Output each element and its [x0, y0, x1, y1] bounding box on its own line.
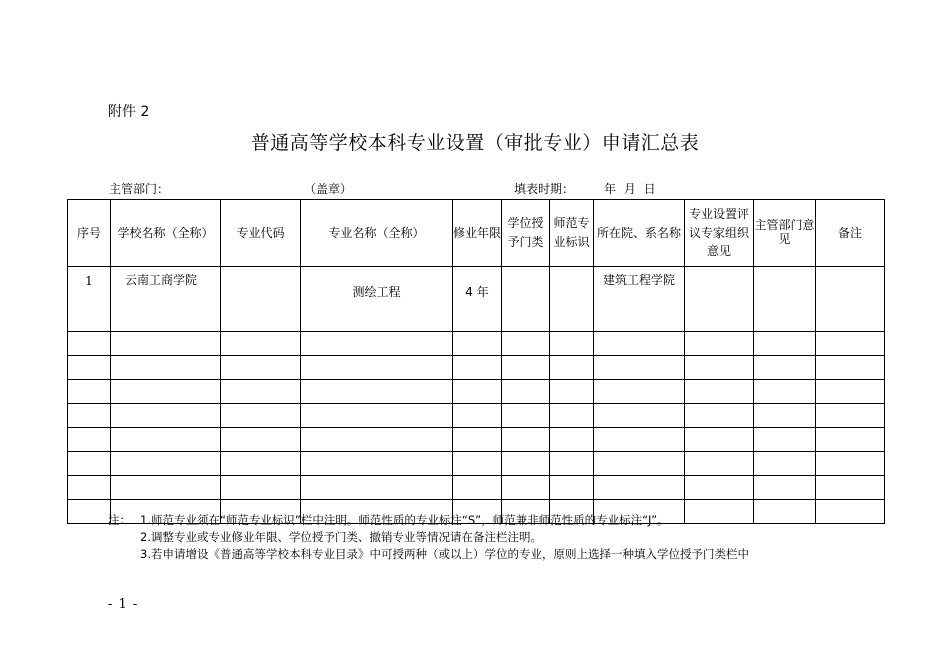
table-cell-empty — [754, 332, 816, 356]
table-cell-empty — [594, 356, 685, 380]
table-cell-empty — [301, 332, 453, 356]
table-cell-empty — [111, 452, 221, 476]
cell-normal-mark — [550, 267, 594, 332]
table-cell-empty — [111, 332, 221, 356]
cell-school-name: 云南工商学院 — [111, 267, 221, 332]
cell-department-opinion — [754, 267, 816, 332]
cell-expert-opinion — [685, 267, 754, 332]
table-cell-empty — [685, 356, 754, 380]
table-cell-empty — [111, 356, 221, 380]
header-degree-category: 学位授予门类 — [502, 200, 550, 267]
table-cell-empty — [550, 332, 594, 356]
table-cell-empty — [453, 428, 502, 452]
table-row-empty — [68, 404, 885, 428]
header-study-years: 修业年限 — [453, 200, 502, 267]
header-major-code: 专业代码 — [221, 200, 301, 267]
table-cell-empty — [301, 380, 453, 404]
header-seq: 序号 — [68, 200, 111, 267]
table-cell-empty — [453, 356, 502, 380]
table-cell-empty — [550, 380, 594, 404]
table-cell-empty — [68, 500, 111, 524]
table-cell-empty — [221, 476, 301, 500]
table-cell-empty — [68, 404, 111, 428]
table-cell-empty — [453, 404, 502, 428]
table-cell-empty — [816, 476, 885, 500]
header-department-opinion: 主管部门意见 — [754, 200, 816, 267]
table-cell-empty — [594, 428, 685, 452]
form-title: 普通高等学校本科专业设置（审批专业）申请汇总表 — [250, 132, 700, 154]
cell-seq: 1 — [68, 267, 111, 332]
table-cell-empty — [301, 356, 453, 380]
table-cell-empty — [502, 380, 550, 404]
note-item-1: 1.师范专业须在“师范专业标识”栏中注明。师范性质的专业标注“S”，师范兼非师范性质的专业标注“J”。 — [140, 513, 669, 527]
table-cell-empty — [68, 476, 111, 500]
table-cell-empty — [816, 404, 885, 428]
table-row-empty — [68, 356, 885, 380]
table-cell-empty — [502, 428, 550, 452]
table-cell-empty — [754, 380, 816, 404]
table-cell-empty — [502, 404, 550, 428]
table-cell-empty — [453, 332, 502, 356]
table-cell-empty — [68, 452, 111, 476]
table-cell-empty — [685, 428, 754, 452]
department-label: 主管部门： — [109, 182, 170, 196]
table-cell-empty — [221, 404, 301, 428]
table-cell-empty — [816, 500, 885, 524]
fill-date-label: 填表时期： — [514, 182, 575, 196]
table-cell-empty — [550, 452, 594, 476]
table-cell-empty — [453, 452, 502, 476]
table-cell-empty — [68, 428, 111, 452]
table-cell-empty — [685, 332, 754, 356]
table-cell-empty — [301, 404, 453, 428]
table-cell-empty — [754, 500, 816, 524]
table-row — [68, 267, 885, 332]
table-cell-empty — [594, 380, 685, 404]
table-row-empty — [68, 452, 885, 476]
header-school-name: 学校名称（全称） — [111, 200, 221, 267]
table-cell-empty — [301, 428, 453, 452]
cell-degree-category — [502, 267, 550, 332]
note-item-2: 2.调整专业或专业修业年限、学位授予门类、撤销专业等情况请在备注栏注明。 — [140, 530, 542, 544]
table-cell-empty — [594, 452, 685, 476]
notes-label: 注： — [108, 513, 131, 527]
table-cell-empty — [754, 428, 816, 452]
table-cell-empty — [68, 332, 111, 356]
page-number: - 1 - — [108, 597, 139, 612]
header-normal-mark: 师范专业标识 — [550, 200, 594, 267]
table-cell-empty — [502, 476, 550, 500]
table-cell-empty — [685, 500, 754, 524]
table-cell-empty — [502, 356, 550, 380]
table-cell-empty — [221, 452, 301, 476]
table-cell-empty — [816, 452, 885, 476]
table-cell-empty — [685, 380, 754, 404]
table-cell-empty — [816, 428, 885, 452]
table-cell-empty — [111, 476, 221, 500]
seal-label: （盖章） — [304, 182, 353, 196]
header-college-name: 所在院、系名称 — [594, 200, 685, 267]
header-major-name: 专业名称（全称） — [301, 200, 453, 267]
table-cell-empty — [221, 380, 301, 404]
table-cell-empty — [550, 404, 594, 428]
attachment-label: 附件 2 — [108, 104, 150, 120]
table-cell-empty — [594, 476, 685, 500]
header-expert-opinion: 专业设置评议专家组织意见 — [685, 200, 754, 267]
table-cell-empty — [816, 356, 885, 380]
table-cell-empty — [594, 332, 685, 356]
fill-date-units: 年 月 日 — [604, 182, 656, 196]
table-cell-empty — [685, 404, 754, 428]
table-cell-empty — [816, 332, 885, 356]
table-cell-empty — [754, 452, 816, 476]
table-cell-empty — [221, 332, 301, 356]
header-remarks: 备注 — [816, 200, 885, 267]
table-row-empty — [68, 332, 885, 356]
table-cell-empty — [111, 404, 221, 428]
table-cell-empty — [550, 476, 594, 500]
table-cell-empty — [754, 476, 816, 500]
table-cell-empty — [301, 476, 453, 500]
table-row-empty — [68, 476, 885, 500]
table-cell-empty — [816, 380, 885, 404]
table-cell-empty — [111, 380, 221, 404]
table-cell-empty — [453, 476, 502, 500]
table-cell-empty — [685, 452, 754, 476]
cell-major-code — [221, 267, 301, 332]
table-cell-empty — [550, 356, 594, 380]
table-cell-empty — [221, 428, 301, 452]
table-cell-empty — [301, 452, 453, 476]
cell-major-name: 测绘工程 — [301, 267, 453, 332]
table-cell-empty — [754, 356, 816, 380]
cell-study-years: 4 年 — [453, 267, 502, 332]
table-cell-empty — [111, 428, 221, 452]
table-cell-empty — [594, 404, 685, 428]
table-cell-empty — [502, 452, 550, 476]
application-summary-table — [67, 199, 885, 524]
cell-college-name: 建筑工程学院 — [594, 267, 685, 332]
table-cell-empty — [550, 428, 594, 452]
table-cell-empty — [754, 404, 816, 428]
table-row-empty — [68, 428, 885, 452]
table-cell-empty — [453, 380, 502, 404]
cell-remarks — [816, 267, 885, 332]
table-row-empty — [68, 380, 885, 404]
table-cell-empty — [502, 332, 550, 356]
table-cell-empty — [221, 356, 301, 380]
table-cell-empty — [68, 356, 111, 380]
header-row — [68, 200, 885, 267]
table-cell-empty — [685, 476, 754, 500]
table-cell-empty — [68, 380, 111, 404]
note-item-3: 3.若申请增设《普通高等学校本科专业目录》中可授两种（或以上）学位的专业，原则上选择一种填入学位授予门类栏中 — [140, 547, 749, 561]
